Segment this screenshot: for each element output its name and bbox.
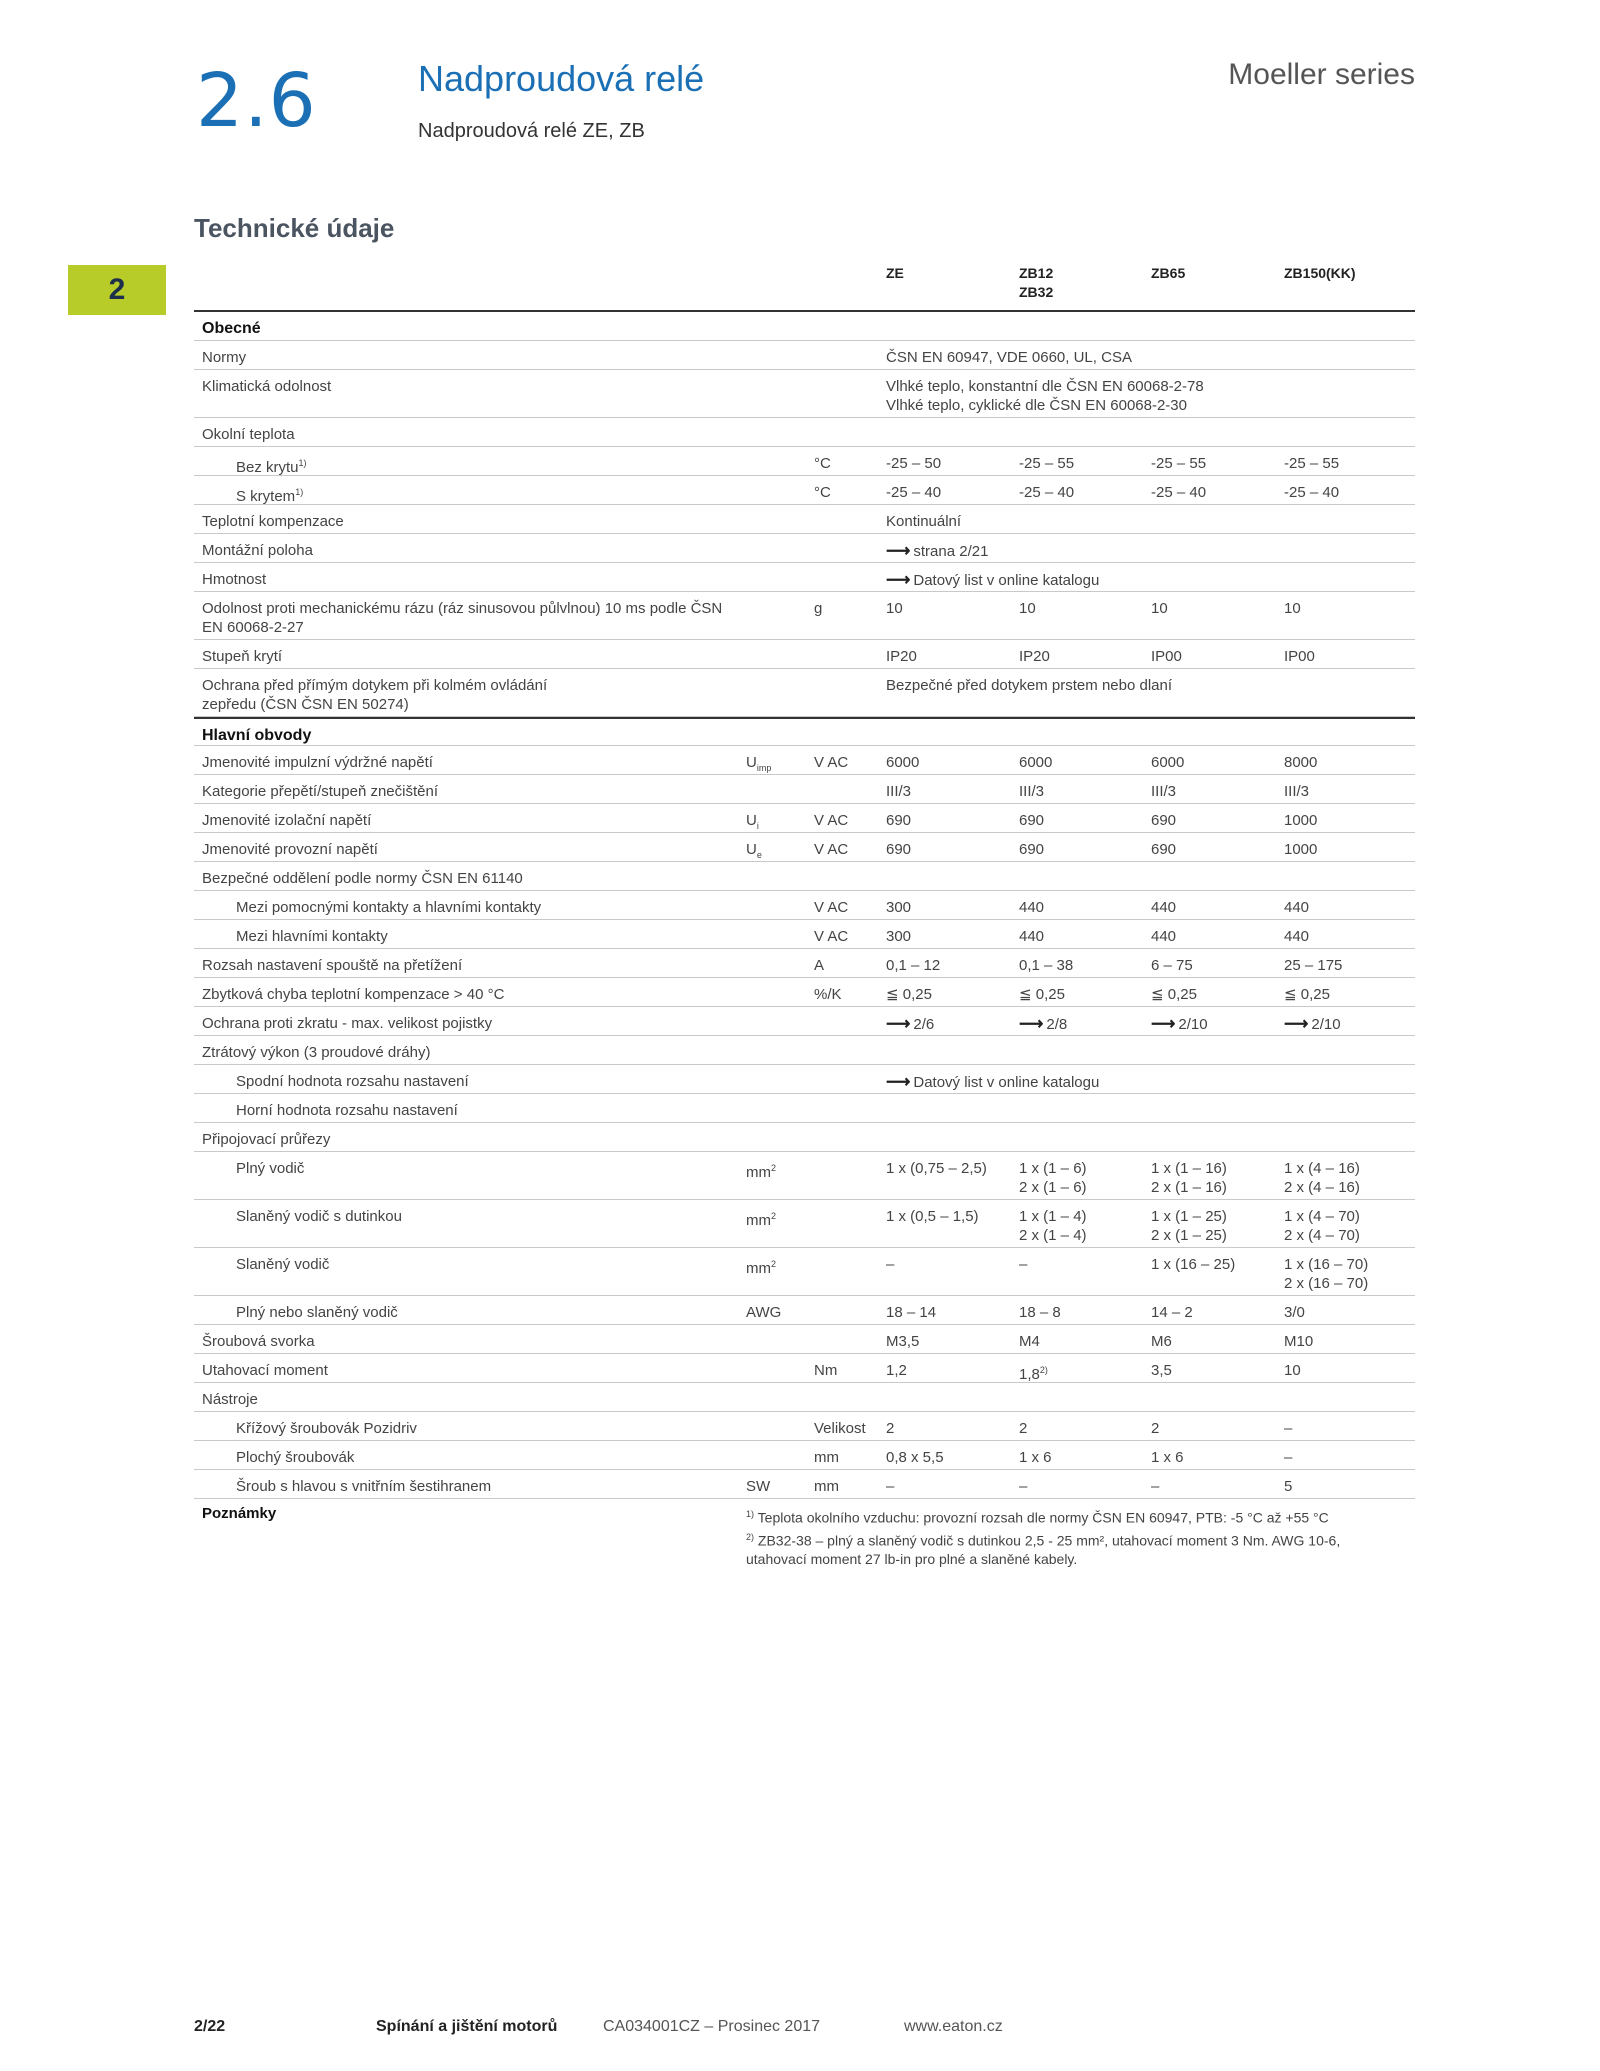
table-row <box>194 1325 1415 1354</box>
row-value: 1 x (0,75 – 2,5) <box>886 1160 987 1177</box>
table-row <box>194 1065 1415 1094</box>
row-value: 18 – 14 <box>886 1304 937 1321</box>
row-value: 440 <box>1284 928 1310 945</box>
column-header: ZB12 ZB32 <box>1019 265 1054 300</box>
row-value: M4 <box>1019 1333 1040 1350</box>
table-row <box>194 476 1415 505</box>
row-value: 10 <box>1284 1362 1301 1379</box>
table-row <box>194 1248 1415 1296</box>
row-value: III/3 <box>1019 783 1045 800</box>
row-value: ≦ 0,25 <box>886 986 932 1003</box>
row-label: Zbytková chyba teplotní kompenzace > 40 °C <box>202 986 505 1003</box>
row-label: Stupeň krytí <box>202 648 283 665</box>
table-row <box>194 592 1415 640</box>
row-label: Montážní poloha <box>202 542 313 559</box>
row-label: Normy <box>202 349 247 366</box>
row-label: Ztrátový výkon (3 proudové dráhy) <box>202 1044 431 1061</box>
row-label: Spodní hodnota rozsahu nastavení <box>236 1073 469 1090</box>
tech-data-table <box>194 262 1415 1571</box>
table-row <box>194 920 1415 949</box>
row-value: – <box>886 1256 895 1273</box>
row-value: 1 x (1 – 6) 2 x (1 – 6) <box>1019 1160 1087 1196</box>
table-body <box>194 312 1415 1499</box>
table-row <box>194 1152 1415 1200</box>
arrow-right-icon: ⟶ <box>886 1072 911 1091</box>
row-label: Slaněný vodič <box>236 1256 330 1273</box>
row-value-span: Kontinuální <box>886 513 962 530</box>
row-label: Klimatická odolnost <box>202 378 332 395</box>
row-label: Odolnost proti mechanickému rázu (ráz sinusovou půlvlnou) 10 ms podle ČSN EN 60068-2-27 <box>202 600 723 636</box>
table-row <box>194 1036 1415 1065</box>
row-value: 1 x (16 – 70) 2 x (16 – 70) <box>1284 1256 1369 1292</box>
note-item: $^{2)}$ ZB32-38 – plný a slaněný vodič s dutinkou 2,5 - 25 mm², utahovací moment 3 Nm. AWG 10-6, utahovací moment 27 lb-in pro plné a slaněné kabely. <box>746 1531 1341 1568</box>
page-title: Nadproudová relé <box>418 58 705 99</box>
row-label: Jmenovité impulzní výdržné napětí <box>202 754 433 771</box>
column-header: ZB150(KK) <box>1284 265 1356 281</box>
arrow-right-icon: ⟶ <box>886 570 911 589</box>
row-symbol: $mm^2$ <box>746 1211 777 1229</box>
row-value: 440 <box>1284 899 1310 916</box>
row-value: 2 <box>1019 1420 1028 1437</box>
row-unit: V AC <box>814 754 849 771</box>
row-value: 6 – 75 <box>1151 957 1193 974</box>
arrow-right-icon: ⟶ <box>886 541 911 560</box>
row-value: 2 <box>1151 1420 1160 1437</box>
table-row <box>194 669 1415 717</box>
row-label: Horní hodnota rozsahu nastavení <box>236 1102 458 1119</box>
row-value: III/3 <box>886 783 912 800</box>
row-value: ≦ 0,25 <box>1151 986 1197 1003</box>
row-label: Obecné <box>202 320 261 337</box>
row-label: Ochrana před přímým dotykem při kolmém ovládání zepředu (ČSN ČSN EN 50274) <box>202 677 548 713</box>
row-unit: %/K <box>814 986 842 1003</box>
arrow-right-icon: ⟶ <box>1151 1014 1176 1033</box>
notes-block <box>194 1499 1415 1571</box>
row-value: M6 <box>1151 1333 1172 1350</box>
table-row <box>194 978 1415 1007</box>
row-label: Slaněný vodič s dutinkou <box>236 1208 402 1225</box>
row-label: Utahovací moment <box>202 1362 328 1379</box>
table-row <box>194 746 1415 775</box>
row-value: 0,1 – 38 <box>1019 957 1074 974</box>
footer-url[interactable]: www.eaton.cz <box>904 2018 1003 2035</box>
row-symbol: $U_i$ <box>746 812 759 831</box>
table-row <box>194 447 1415 476</box>
table-row <box>194 804 1415 833</box>
row-value: 3,5 <box>1151 1362 1172 1379</box>
row-value: – <box>1284 1420 1293 1437</box>
table-row <box>194 1383 1415 1412</box>
row-value: 1 x (0,5 – 1,5) <box>886 1208 979 1225</box>
row-value: 6000 <box>1151 754 1185 771</box>
table-row <box>194 1470 1415 1499</box>
row-value: 690 <box>1151 812 1177 829</box>
table-row <box>194 862 1415 891</box>
row-symbol: $U_{imp}$ <box>746 754 772 773</box>
row-value: – <box>1019 1256 1028 1273</box>
section-row <box>194 312 1415 341</box>
row-value: -25 – 40 <box>1151 484 1207 501</box>
row-value: 5 <box>1284 1478 1293 1495</box>
table-row <box>194 949 1415 978</box>
row-value: 3/0 <box>1284 1304 1305 1321</box>
row-value-span: ⟶ strana 2/21 <box>886 541 989 560</box>
row-unit: g <box>814 600 823 617</box>
note-item: $^{1)}$ Teplota okolního vzduchu: provozní rozsah dle normy ČSN EN 60947, PTB: -5 °C až +55 °C <box>746 1509 1329 1526</box>
row-unit: mm <box>814 1478 839 1495</box>
row-value: 6000 <box>1019 754 1053 771</box>
row-value: ⟶ 2/8 <box>1019 1014 1068 1033</box>
section-heading: Technické údaje <box>194 213 395 243</box>
row-value: 14 – 2 <box>1151 1304 1193 1321</box>
row-label: Jmenovité provozní napětí <box>202 841 378 858</box>
row-value: 10 <box>1019 600 1036 617</box>
row-value: 690 <box>886 841 912 858</box>
row-value: 25 – 175 <box>1284 957 1343 974</box>
row-value: 1,8$^{2)}$ <box>1019 1365 1048 1383</box>
row-value: III/3 <box>1151 783 1177 800</box>
column-header: ZE <box>886 265 904 281</box>
row-label: Jmenovité izolační napětí <box>202 812 372 829</box>
notes-list <box>746 1505 1340 1569</box>
row-symbol: SW <box>746 1478 771 1495</box>
table-row <box>194 891 1415 920</box>
row-symbol: $mm^2$ <box>746 1163 777 1181</box>
row-value: 440 <box>1019 899 1045 916</box>
row-value: ⟶ 2/6 <box>886 1014 935 1033</box>
row-value: -25 – 40 <box>1019 484 1075 501</box>
table-row <box>194 1123 1415 1152</box>
row-label: Kategorie přepětí/stupeň znečištění <box>202 783 438 800</box>
row-value: ≦ 0,25 <box>1019 986 1065 1003</box>
row-value: 0,1 – 12 <box>886 957 941 974</box>
row-value: IP00 <box>1284 648 1315 665</box>
row-value: IP20 <box>1019 648 1050 665</box>
table-row <box>194 1007 1415 1036</box>
row-unit: mm <box>814 1449 839 1466</box>
row-value-span: ⟶ Datový list v online katalogu <box>886 1072 1100 1091</box>
row-value: -25 – 40 <box>886 484 942 501</box>
row-unit: V AC <box>814 812 849 829</box>
row-value: ⟶ 2/10 <box>1151 1014 1208 1033</box>
section-row <box>194 717 1415 746</box>
row-value: -25 – 40 <box>1284 484 1340 501</box>
row-value: 690 <box>1019 812 1045 829</box>
notes-label: Poznámky <box>202 1505 277 1522</box>
row-label: Okolní teplota <box>202 426 295 443</box>
row-unit: °C <box>814 455 831 472</box>
row-value: 0,8 x 5,5 <box>886 1449 944 1466</box>
row-value: M10 <box>1284 1333 1314 1350</box>
column-header: ZB65 <box>1151 265 1186 281</box>
row-value: 690 <box>886 812 912 829</box>
row-unit: A <box>814 957 825 974</box>
row-value: 10 <box>1284 600 1301 617</box>
row-value: 1 x (16 – 25) <box>1151 1256 1236 1273</box>
row-value: 1 x (4 – 16) 2 x (4 – 16) <box>1284 1160 1360 1196</box>
row-value-span: Bezpečné před dotykem prstem nebo dlaní <box>886 677 1173 694</box>
row-label: Bezpečné oddělení podle normy ČSN EN 61140 <box>202 870 523 887</box>
footer-doc-code: CA034001CZ – Prosinec 2017 <box>603 2018 821 2035</box>
row-value: 690 <box>1019 841 1045 858</box>
row-value: IP00 <box>1151 648 1182 665</box>
footer-title: Spínání a jištění motorů <box>376 2018 558 2035</box>
table-row <box>194 1296 1415 1325</box>
row-unit: Nm <box>814 1362 838 1379</box>
row-symbol: $U_e$ <box>746 841 762 860</box>
row-unit: V AC <box>814 928 849 945</box>
table-row <box>194 1412 1415 1441</box>
row-value: 300 <box>886 899 912 916</box>
table-header <box>194 262 1415 312</box>
row-value: 690 <box>1151 841 1177 858</box>
row-label: Ochrana proti zkratu - max. velikost pojistky <box>202 1015 493 1032</box>
row-value: 440 <box>1019 928 1045 945</box>
series-label: Moeller series <box>1228 58 1415 91</box>
row-unit: V AC <box>814 899 849 916</box>
row-label: Křížový šroubovák Pozidriv <box>236 1420 417 1437</box>
arrow-right-icon: ⟶ <box>886 1014 911 1033</box>
row-label: Nástroje <box>202 1391 258 1408</box>
row-value: 2 <box>886 1420 895 1437</box>
row-label: Hmotnost <box>202 571 267 588</box>
row-unit: Velikost <box>814 1420 866 1437</box>
table-row <box>194 1441 1415 1470</box>
row-value: -25 – 55 <box>1284 455 1340 472</box>
row-value: 10 <box>886 600 903 617</box>
footer-page-number: 2/22 <box>194 2018 226 2035</box>
row-value: 1 x (1 – 16) 2 x (1 – 16) <box>1151 1160 1227 1196</box>
row-value: 8000 <box>1284 754 1318 771</box>
row-value: -25 – 50 <box>886 455 942 472</box>
row-label: Mezi hlavními kontakty <box>236 928 388 945</box>
row-value: – <box>1019 1478 1028 1495</box>
row-value: 1000 <box>1284 841 1318 858</box>
row-value: IP20 <box>886 648 917 665</box>
page-subtitle: Nadproudová relé ZE, ZB <box>418 120 645 142</box>
row-value: -25 – 55 <box>1151 455 1207 472</box>
row-label: Šroub s hlavou s vnitřním šestihranem <box>236 1478 492 1495</box>
row-value: ≦ 0,25 <box>1284 986 1330 1003</box>
table-row <box>194 505 1415 534</box>
arrow-right-icon: ⟶ <box>1019 1014 1044 1033</box>
row-value: 1 x (1 – 25) 2 x (1 – 25) <box>1151 1208 1227 1244</box>
row-label: Plný nebo slaněný vodič <box>236 1304 398 1321</box>
row-value: 1 x 6 <box>1151 1449 1184 1466</box>
row-value: 1,2 <box>886 1362 907 1379</box>
row-value: 440 <box>1151 899 1177 916</box>
row-value-span: Vlhké teplo, konstantní dle ČSN EN 60068-2-78 Vlhké teplo, cyklické dle ČSN EN 60068-2-30 <box>886 378 1204 414</box>
row-value: 1 x 6 <box>1019 1449 1052 1466</box>
row-value: III/3 <box>1284 783 1310 800</box>
row-value: – <box>886 1478 895 1495</box>
row-value: 1 x (4 – 70) 2 x (4 – 70) <box>1284 1208 1360 1244</box>
row-value: 440 <box>1151 928 1177 945</box>
row-value-span: ⟶ Datový list v online katalogu <box>886 570 1100 589</box>
table-row <box>194 534 1415 563</box>
table-row <box>194 563 1415 592</box>
row-value: -25 – 55 <box>1019 455 1075 472</box>
row-symbol: AWG <box>746 1304 782 1321</box>
row-value: 18 – 8 <box>1019 1304 1061 1321</box>
row-value: 6000 <box>886 754 920 771</box>
row-value: ⟶ 2/10 <box>1284 1014 1341 1033</box>
row-value: – <box>1151 1478 1160 1495</box>
row-symbol: $mm^2$ <box>746 1259 777 1277</box>
row-label: Bez krytu$^{1)}$ <box>236 458 307 476</box>
row-label: Teplotní kompenzace <box>202 513 344 530</box>
table-row <box>194 833 1415 862</box>
row-unit: V AC <box>814 841 849 858</box>
row-value: 10 <box>1151 600 1168 617</box>
row-label: Mezi pomocnými kontakty a hlavními kontakty <box>236 899 542 916</box>
row-unit: °C <box>814 484 831 501</box>
row-label: Plochý šroubovák <box>236 1449 355 1466</box>
table-row <box>194 1354 1415 1383</box>
chapter-number: 2.6 <box>196 58 317 144</box>
table-row <box>194 1200 1415 1248</box>
row-value: 1 x (1 – 4) 2 x (1 – 4) <box>1019 1208 1087 1244</box>
table-row <box>194 418 1415 447</box>
table-row <box>194 640 1415 669</box>
arrow-right-icon: ⟶ <box>1284 1014 1309 1033</box>
table-row <box>194 775 1415 804</box>
row-label: Šroubová svorka <box>202 1333 315 1350</box>
row-value-span: ČSN EN 60947, VDE 0660, UL, CSA <box>886 349 1132 366</box>
row-label: S krytem$^{1)}$ <box>236 487 304 505</box>
row-value: 300 <box>886 928 912 945</box>
table-row <box>194 1094 1415 1123</box>
row-value: – <box>1284 1449 1293 1466</box>
row-value: M3,5 <box>886 1333 920 1350</box>
table-row <box>194 370 1415 418</box>
row-value: 1000 <box>1284 812 1318 829</box>
row-label: Plný vodič <box>236 1160 305 1177</box>
row-label: Připojovací průřezy <box>202 1131 331 1148</box>
section-tab[interactable]: 2 <box>68 265 166 315</box>
row-label: Hlavní obvody <box>202 727 312 744</box>
table-row <box>194 341 1415 370</box>
row-label: Rozsah nastavení spouště na přetížení <box>202 957 463 974</box>
